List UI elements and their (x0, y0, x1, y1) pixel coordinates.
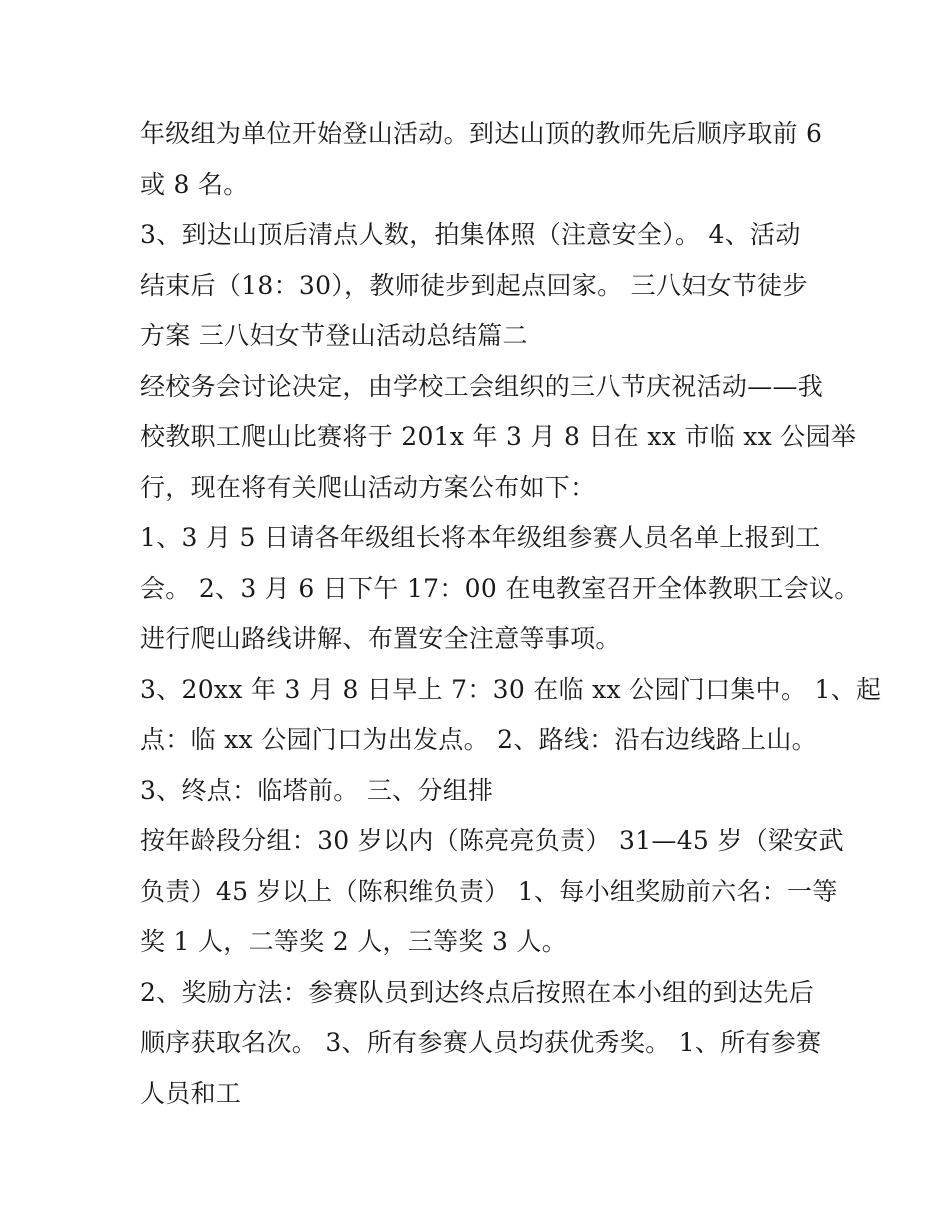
text-line: 点：临 xx 公园门口为出发点。 2、路线：沿右边线路上山。 (140, 725, 817, 754)
text-line: 校教职工爬山比赛将于 201x 年 3 月 8 日在 xx 市临 xx 公园举 (140, 422, 857, 451)
text-line: 奖 1 人，二等奖 2 人，三等奖 3 人。 (140, 927, 567, 956)
text-line: 进行爬山路线讲解、布置安全注意等事项。 (140, 624, 621, 653)
text-line: 负责）45 岁以上（陈积维负责） 1、每小组奖励前六名：一等 (140, 876, 838, 906)
text-line: 1、3 月 5 日请各年级组长将本年级组参赛人员名单上报到工 (140, 523, 821, 552)
text-line: 或 8 名。 (140, 169, 249, 199)
text-line: 结束后（18：30），教师徒步到起点回家。 三八妇女节徒步 (140, 270, 808, 300)
text-line: 方案 三八妇女节登山活动总结篇二 (140, 321, 528, 350)
text-line: 顺序获取名次。 3、所有参赛人员均获优秀奖。 1、所有参赛 (140, 1028, 822, 1057)
text-line: 2、奖励方法：参赛队员到达终点后按照在本小组的到达先后 (140, 977, 815, 1007)
text-line: 按年龄段分组：30 岁以内（陈亮亮负责） 31—45 岁（梁安武 (140, 826, 844, 855)
document-body (140, 109, 882, 1119)
text-line: 行，现在将有关爬山活动方案公布如下： (140, 472, 596, 502)
text-line: 会。 2、3 月 6 日下午 17：00 在电教室召开全体教职工会议。 (140, 573, 860, 603)
text-line: 3、20xx 年 3 月 8 日早上 7：30 在临 xx 公园门口集中。 1、起 (140, 674, 882, 704)
text-line: 经校务会讨论决定，由学校工会组织的三八节庆祝活动——我 (140, 371, 824, 401)
text-line: 3、终点：临塔前。 三、分组排 (140, 775, 494, 805)
text-line: 3、到达山顶后清点人数，拍集体照（注意安全）。 4、活动 (140, 220, 801, 249)
text-line: 年级组为单位开始登山活动。到达山顶的教师先后顺序取前 6 (140, 119, 823, 148)
text-line: 人员和工 (140, 1078, 242, 1108)
